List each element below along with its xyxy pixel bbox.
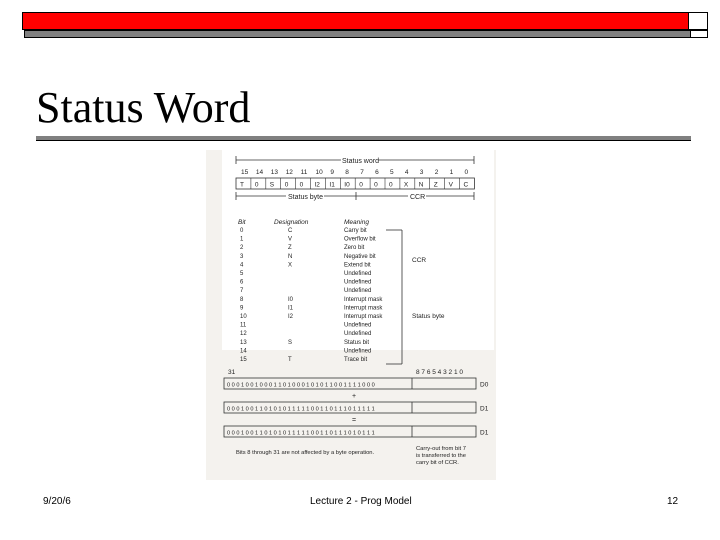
row-designation: V	[288, 236, 293, 243]
row-meaning: Negative bit	[344, 253, 376, 260]
footer-page-number: 12	[667, 496, 679, 507]
row-bit: 14	[240, 348, 247, 355]
row-meaning: Extend bit	[344, 262, 371, 269]
bit-number: 11	[300, 169, 308, 176]
row-bit: 3	[240, 253, 244, 260]
row-designation: S	[288, 339, 293, 346]
byte-brackets	[236, 192, 474, 200]
row-bit: 4	[240, 262, 244, 269]
row-bit: 11	[240, 322, 247, 329]
row-meaning: Carry bit	[344, 228, 367, 234]
slide-title: Status Word	[36, 83, 251, 132]
row-meaning: Interrupt mask	[344, 314, 383, 320]
banner-square-top	[688, 12, 708, 30]
register-bits: 0 0 0 1 0 0 1 1 0 1 0 1 0 1 1 1 1 1 0 0 1 1 0 1 1 1 0 1 0 1 1 1	[227, 430, 375, 437]
note-right-line: Carry-out from bit 7	[416, 446, 466, 452]
row-meaning: Undefined	[344, 331, 372, 338]
footer-lecture-title: Lecture 2 - Prog Model	[310, 496, 412, 507]
bit-number: 6	[375, 169, 379, 176]
row-designation: N	[288, 253, 293, 260]
row-bit: 15	[240, 357, 247, 363]
row-bit: 9	[240, 305, 244, 312]
bit-number: 8	[345, 169, 349, 176]
col-header-designation: Designation	[274, 219, 309, 226]
status-byte-side-label: Status byte	[412, 313, 445, 320]
bit-number-row	[241, 169, 469, 176]
bit-table	[240, 228, 383, 363]
register-label: D1	[480, 405, 489, 413]
red-banner	[22, 12, 690, 30]
row-meaning: Undefined	[344, 322, 372, 329]
row-meaning: Overflow bit	[344, 236, 376, 243]
row-meaning: Undefined	[344, 288, 372, 295]
row-bit: 5	[240, 271, 244, 277]
bit-name: I2	[314, 181, 320, 189]
row-meaning: Interrupt mask	[344, 296, 383, 303]
row-bit: 13	[240, 339, 247, 346]
bit-name: X	[403, 181, 409, 189]
register-label: D1	[480, 429, 489, 437]
bit-name: 0	[359, 181, 363, 189]
footer-date: 9/20/6	[43, 496, 71, 507]
bit-number: 14	[255, 169, 264, 176]
row-bit: 10	[240, 314, 247, 320]
status-register-box	[236, 178, 474, 189]
bit-name: C	[463, 181, 469, 189]
bit-name: 0	[299, 181, 304, 189]
bit-name: 0	[389, 181, 393, 189]
row-designation: I0	[288, 296, 294, 303]
row-meaning: Status bit	[344, 339, 370, 346]
note-right-line: carry bit of CCR.	[416, 460, 459, 466]
row-bit: 2	[240, 245, 244, 252]
row-meaning: Undefined	[344, 271, 372, 277]
bit-number: 4	[404, 169, 409, 176]
row-bit: 1	[240, 236, 244, 243]
title-bar-decoration	[22, 12, 690, 36]
bit-number: 15	[241, 169, 249, 176]
bit-name: Z	[433, 181, 438, 189]
col-header-bit: Bit	[238, 219, 246, 226]
bit-name: N	[418, 181, 424, 189]
bit-name: 0	[374, 181, 378, 189]
row-designation: C	[288, 228, 293, 234]
side-brackets	[386, 230, 402, 364]
bit-name: T	[240, 181, 244, 189]
row-designation: I1	[288, 305, 294, 312]
row-meaning: Undefined	[344, 279, 372, 286]
bit-number: 0	[464, 169, 469, 176]
register-bit-31-label: 31	[228, 369, 236, 376]
row-designation: I2	[288, 314, 294, 320]
note-left: Bits 8 through 31 are not affected by a byte operation.	[236, 450, 375, 456]
register-bits: 0 0 0 1 0 0 1 1 0 1 0 1 0 1 1 1 1 1 0 0 1 1 0 1 1 1 0 1 1 1 1 1	[227, 406, 375, 413]
row-designation: X	[288, 262, 293, 269]
grey-banner-shadow	[24, 30, 692, 38]
ccr-side-label: CCR	[412, 257, 427, 264]
plus-sign: +	[352, 393, 357, 400]
row-designation: Z	[288, 245, 292, 252]
status-word-label: Status word	[342, 158, 379, 165]
row-meaning: Trace bit	[344, 357, 368, 363]
register-label: D0	[480, 381, 489, 389]
row-bit: 6	[240, 279, 244, 286]
bit-name: S	[269, 181, 275, 189]
bit-number: 5	[390, 169, 394, 176]
row-bit: 8	[240, 296, 244, 303]
banner-square-bottom	[690, 30, 708, 38]
bit-number: 9	[330, 169, 335, 176]
row-bit: 12	[240, 331, 247, 338]
col-header-meaning: Meaning	[344, 219, 369, 226]
bit-name: I1	[329, 181, 335, 189]
bit-number: 3	[419, 169, 424, 176]
register-rows	[224, 378, 489, 437]
row-bit: 7	[240, 288, 244, 295]
row-meaning: Interrupt mask	[344, 305, 383, 312]
bit-number: 2	[434, 169, 439, 176]
status-register-figure	[206, 150, 496, 480]
bit-name: I0	[344, 181, 350, 189]
register-bits: 0 0 0 1 0 0 1 0 0 0 1 1 0 1 0 0 0 1 0 1 0 1 1 0 0 1 1 1 1 0 0 0	[227, 382, 375, 389]
bit-number: 10	[315, 169, 323, 176]
bit-number: 12	[285, 169, 293, 176]
bit-name: V	[448, 181, 453, 189]
note-right-line: is transferred to the	[416, 453, 466, 459]
register-low-bits-label: 8 7 6 5 4 3 2 1 0	[416, 369, 463, 376]
title-underline-edge	[36, 140, 691, 141]
bit-name: 0	[254, 181, 259, 189]
ccr-label: CCR	[410, 194, 426, 201]
bit-name: 0	[284, 181, 289, 189]
bit-number: 13	[270, 169, 279, 176]
row-bit: 0	[240, 228, 244, 234]
row-meaning: Undefined	[344, 348, 372, 355]
status-byte-label: Status byte	[288, 194, 324, 201]
note-right	[416, 446, 466, 466]
row-meaning: Zero bit	[344, 245, 365, 252]
row-designation: T	[288, 357, 292, 363]
bit-number: 1	[449, 169, 454, 176]
bit-number: 7	[360, 169, 364, 176]
equals-sign: =	[352, 417, 357, 424]
